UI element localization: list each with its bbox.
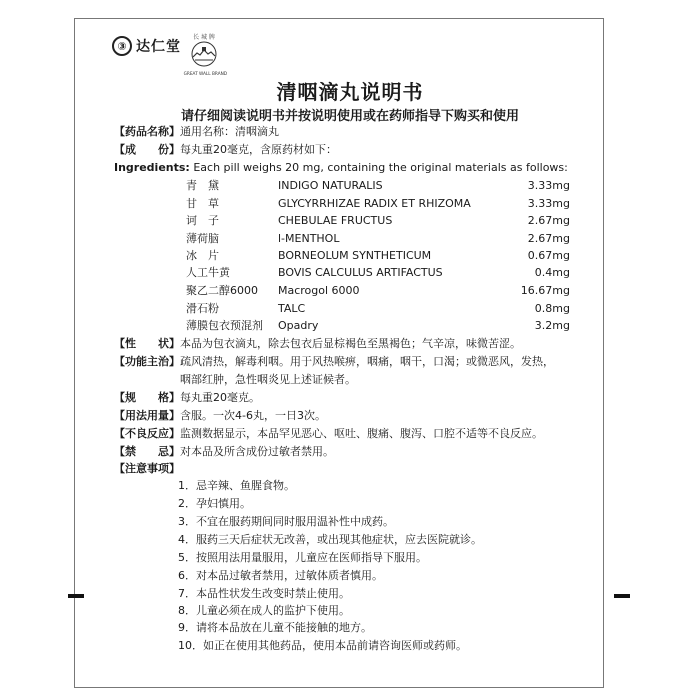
note-item: 1．忌辛辣、鱼腥食物。 bbox=[178, 479, 295, 492]
ingredient-cn: 青 黛 bbox=[186, 179, 219, 192]
ingredient-amount: 3.2mg bbox=[534, 319, 570, 332]
note-item: 9．请将本品放在儿童不能接触的地方。 bbox=[178, 621, 372, 634]
note-item: 2．孕妇慎用。 bbox=[178, 497, 251, 510]
ingredient-cn: 冰 片 bbox=[186, 249, 219, 262]
drug-name-value: 通用名称：清咽滴丸 bbox=[180, 125, 279, 138]
composition-label: 【成 份】 bbox=[114, 143, 180, 156]
ingredient-cn: 滑石粉 bbox=[186, 302, 219, 315]
brand-logo bbox=[112, 36, 181, 56]
ingredient-amount: 2.67mg bbox=[527, 214, 570, 227]
indications-value: 疏风清热，解毒利咽。用于风热喉痹，咽痛，咽干，口渴；或微恶风，发热， bbox=[180, 355, 554, 368]
drug-name-label: 【药品名称】 bbox=[114, 125, 180, 138]
adverse-value: 监测数据显示，本品罕见恶心、呕吐、腹痛、腹泻、口腔不适等不良反应。 bbox=[180, 427, 543, 440]
ingredient-amount: 16.67mg bbox=[520, 284, 570, 297]
spec-row bbox=[114, 391, 260, 405]
character-label: 【性 状】 bbox=[114, 337, 180, 350]
ingredient-amount: 0.67mg bbox=[527, 249, 570, 262]
note-item: 6．对本品过敏者禁用，过敏体质者慎用。 bbox=[178, 569, 383, 582]
ingredient-amount: 0.4mg bbox=[534, 266, 570, 279]
ingredient-amount: 3.33mg bbox=[527, 197, 570, 210]
emblem-top-text: 长 城 牌 bbox=[193, 34, 215, 41]
great-wall-icon bbox=[187, 41, 221, 67]
great-wall-emblem bbox=[180, 32, 228, 77]
dosage-row bbox=[114, 409, 326, 423]
ingredient-amount: 0.8mg bbox=[534, 302, 570, 315]
ingredient-cn: 甘 草 bbox=[186, 197, 219, 210]
character-row bbox=[114, 337, 521, 351]
spec-label: 【规 格】 bbox=[114, 391, 180, 404]
ingredient-cn: 人工牛黄 bbox=[186, 266, 230, 279]
ingredient-cn: 诃 子 bbox=[186, 214, 219, 227]
character-value: 本品为包衣滴丸，除去包衣后显棕褐色至黑褐色；气辛凉，味微苦涩。 bbox=[180, 337, 521, 350]
ingredient-cn: 薄荷脑 bbox=[186, 232, 219, 245]
ingredient-en: TALC bbox=[278, 302, 306, 315]
ingredient-amount: 2.67mg bbox=[527, 232, 570, 245]
drug-name-row bbox=[114, 125, 279, 139]
ingredient-en: Macrogol 6000 bbox=[278, 284, 360, 297]
ingredients-en-row bbox=[114, 161, 568, 175]
ingredient-en: l-MENTHOL bbox=[278, 232, 340, 245]
ingredient-cn: 聚乙二醇6000 bbox=[186, 284, 258, 297]
indications-continued: 咽部红肿，急性咽炎见上述证候者。 bbox=[180, 373, 356, 386]
dosage-value: 含服。一次4-6丸，一日3次。 bbox=[180, 409, 326, 422]
indications-row bbox=[114, 355, 554, 369]
dosage-label: 【用法用量】 bbox=[114, 409, 180, 422]
ingredient-amount: 3.33mg bbox=[527, 179, 570, 192]
ingredient-en: GLYCYRRHIZAE RADIX ET RHIZOMA bbox=[278, 197, 471, 210]
composition-value: 每丸重20毫克，含原药材如下： bbox=[180, 143, 337, 156]
indications-label: 【功能主治】 bbox=[114, 355, 180, 368]
ingredient-en: BOVIS CALCULUS ARTIFACTUS bbox=[278, 266, 443, 279]
document-title: 清咽滴丸说明书 bbox=[276, 80, 424, 104]
document-subtitle: 请仔细阅读说明书并按说明使用或在药师指导下购买和使用 bbox=[180, 109, 519, 124]
note-item: 8．儿童必须在成人的监护下使用。 bbox=[178, 604, 350, 617]
note-item: 5．按照用法用量服用，儿童应在医师指导下服用。 bbox=[178, 551, 427, 564]
right-edge-mark bbox=[614, 594, 630, 598]
note-item: 10．如正在使用其他药品，使用本品前请咨询医师或药师。 bbox=[178, 639, 467, 652]
ingredient-en: Opadry bbox=[278, 319, 319, 332]
ingredients-en-label: Ingredients: bbox=[114, 161, 190, 174]
contraindication-row bbox=[114, 445, 334, 459]
note-item: 4．服药三天后症状无改善，或出现其他症状，应去医院就诊。 bbox=[178, 533, 482, 546]
notes-row bbox=[114, 462, 180, 476]
ingredient-en: INDIGO NATURALIS bbox=[278, 179, 383, 192]
adverse-label: 【不良反应】 bbox=[114, 427, 180, 440]
ingredient-en: BORNEOLUM SYNTHETICUM bbox=[278, 249, 432, 262]
note-item: 7．本品性状发生改变时禁止使用。 bbox=[178, 587, 350, 600]
ingredients-en-value: Each pill weighs 20 mg, containing the original materials as follows: bbox=[193, 161, 568, 174]
note-item: 3．不宜在服药期间同时服用温补性中成药。 bbox=[178, 515, 394, 528]
composition-row bbox=[114, 143, 337, 157]
contraindication-value: 对本品及所含成份过敏者禁用。 bbox=[180, 445, 334, 458]
brand-mark-icon: ③ bbox=[112, 36, 132, 56]
spec-value: 每丸重20毫克。 bbox=[180, 391, 260, 404]
notes-label: 【注意事项】 bbox=[114, 462, 180, 475]
contraindication-label: 【禁 忌】 bbox=[114, 445, 180, 458]
ingredient-en: CHEBULAE FRUCTUS bbox=[278, 214, 393, 227]
brand-name: 达仁堂 bbox=[136, 39, 181, 55]
emblem-bottom-text: GREAT WALL BRAND bbox=[183, 71, 228, 77]
ingredient-cn: 薄膜包衣预混剂 bbox=[186, 319, 263, 332]
left-edge-mark bbox=[68, 594, 84, 598]
adverse-row bbox=[114, 427, 543, 441]
